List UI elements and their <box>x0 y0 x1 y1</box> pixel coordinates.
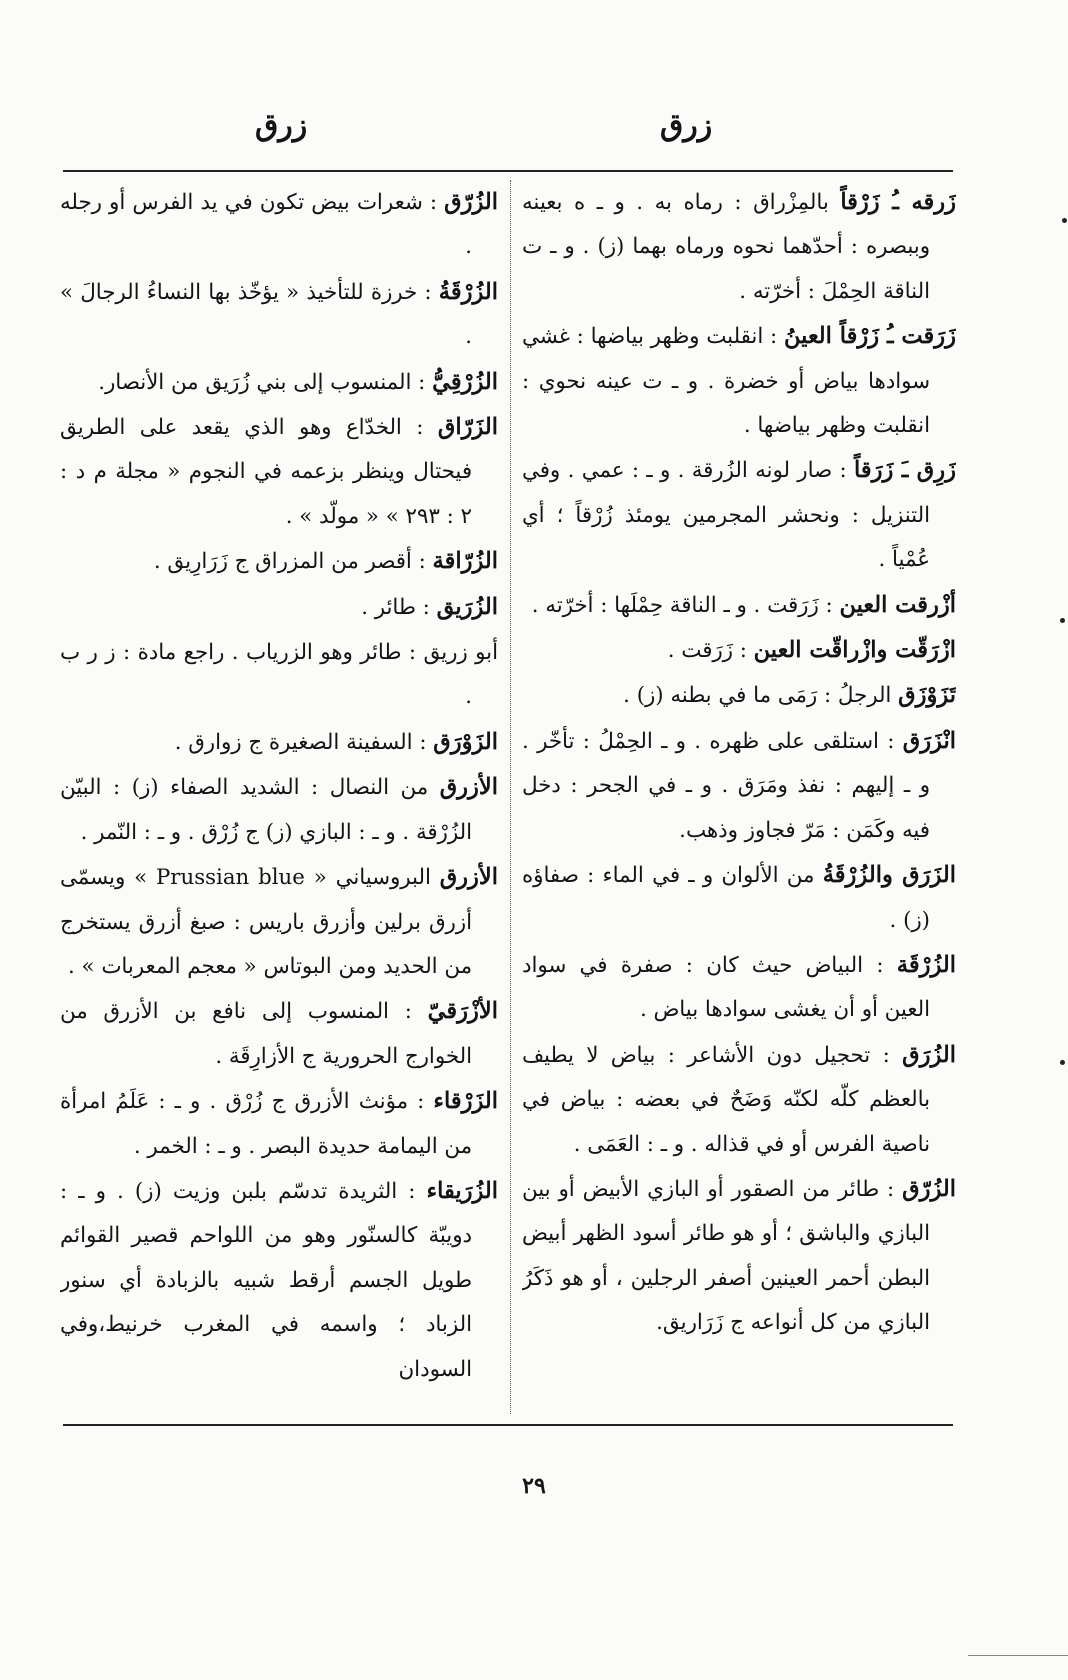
entry-headword: الزُرْقِيُّ <box>432 368 498 395</box>
scan-speck <box>1062 218 1067 223</box>
entry-headword: ازْرَقّت وازْراقّت العين <box>753 637 956 664</box>
left-column <box>60 180 498 1416</box>
entry-headword: الزَوْرَق <box>433 728 498 755</box>
page-header <box>0 108 1068 158</box>
entry-definition: : الخدّاع وهو الذي يقعد على الطريق فيحتال وينظر بزعمه في النجوم « مجلة م د : ٢ : ٢٩٣ » « مولّد » . <box>60 415 472 529</box>
dictionary-entry <box>522 583 956 628</box>
entry-headword: الأزرق <box>439 864 498 891</box>
dictionary-entry <box>60 585 498 630</box>
right-column <box>522 180 956 1416</box>
dictionary-entry <box>522 1033 956 1167</box>
dictionary-entry <box>60 630 498 720</box>
top-rule <box>63 170 953 172</box>
scan-speck <box>1060 618 1065 623</box>
entry-headword: الزُرّق <box>902 1175 956 1202</box>
entry-definition: : البياض حيث كان : صفرة في سواد العين أو أن يغشى سوادها بياض . <box>522 952 930 1023</box>
header-root-right: زرق <box>660 108 713 143</box>
entry-headword: زَرَقت ـُ زَرْقاً العينُ <box>784 323 956 350</box>
entry-headword: تَزَوْزَق <box>898 682 956 709</box>
entry-headword: الزُرَق <box>902 1041 956 1068</box>
page-number: ٢٩ <box>522 1473 546 1499</box>
entry-definition: : صار لونه الزُرقة . و ـ : عمي . وفي التنزيل : ونحشر المجرمين يومئذ زُرْقاً ؛ أي عُمْياً . <box>522 458 930 573</box>
dictionary-entry <box>60 270 498 360</box>
bottom-rule <box>63 1424 953 1426</box>
entry-headword: أزْرقت العين <box>839 591 956 618</box>
dictionary-entry <box>60 180 498 270</box>
dictionary-entry <box>522 180 956 314</box>
dictionary-entry <box>60 360 498 405</box>
entry-definition: : زَرَقت . <box>667 638 754 664</box>
entry-headword: الزُرْقَةُ <box>438 278 498 305</box>
entry-definition: : أقصر من المزراق ج زَرَارِيق . <box>153 549 433 575</box>
dictionary-entry <box>522 673 956 718</box>
dictionary-entry <box>60 405 498 539</box>
scan-speck <box>1060 1060 1065 1065</box>
dictionary-entry <box>60 1079 498 1169</box>
dictionary-entry <box>522 719 956 853</box>
dictionary-entry <box>522 1167 956 1346</box>
dictionary-entry <box>60 855 498 989</box>
column-divider <box>510 180 511 1414</box>
entry-definition: من الألوان و ـ في الماء : صفاؤه (ز) . <box>522 863 930 933</box>
entry-headword: زَرقه ـُ زَرْقاً <box>840 189 956 215</box>
entry-headword: الزَرَق والزُرْقَةُ <box>822 862 956 889</box>
entry-headword: الزُرّق <box>444 189 498 215</box>
entry-headword: انْزَرَق <box>902 727 956 754</box>
entry-definition: : استلقى على ظهره . و ـ الحِمْلُ : تأخّر . و ـ إليهم : نفذ ومَرَق . و ـ في الجحر : دخل فيه وكَمَن : مَرّ فجاوز وذهب. <box>522 728 930 843</box>
dictionary-entry <box>60 989 498 1079</box>
entry-definition: من النصال : الشديد الصفاء (ز) : البيّن الزُرْقة . و ـ : البازي (ز) ج زُرْق . و ـ : النّمر . <box>60 775 472 845</box>
entry-headword: الزُرّاقة <box>432 548 498 575</box>
entry-definition: : المنسوب إلى نافع بن الأزرق من الخوارج الحرورية ج الأزارِقَة . <box>60 999 472 1069</box>
entry-definition: الرجلُ : رَمَى ما في بطنه (ز) . <box>623 683 899 709</box>
dictionary-entry <box>522 853 956 943</box>
entry-headword: الزَرّاق <box>437 414 498 441</box>
entry-headword: الأزرق <box>439 774 498 801</box>
entry-definition: البروسياني « Prussian blue » ويسمّى أزرق برلين وأزرق باريس : صبغ أزرق يستخرج من الحديد ومن البوتاس « معجم المعربات » . <box>60 865 472 979</box>
entry-headword: الزُرْقَة <box>896 951 956 978</box>
entry-definition: : تحجيل دون الأشاعر : بياض لا يطيف بالعظم كلّه لكنّه وَضَحٌ في بعضه : بياض في ناصية الفرس أو في قذاله . و ـ : العَمَى . <box>522 1042 930 1157</box>
dictionary-entry <box>522 628 956 673</box>
entry-headword: الأزْرَقيّ <box>427 998 498 1025</box>
scan-edge-line <box>968 1655 1068 1656</box>
entry-definition: : طائر . <box>361 594 437 620</box>
entry-definition: : طائر من الصقور أو البازي الأبيض أو بين البازي والباشق ؛ أو هو طائر أسود الظهر أبيض البطن أحمر العينين أصفر الرجلين ، أو هو ذَكَرُ البازي من كل أنواعه ج زَرَاريق. <box>522 1176 930 1336</box>
entry-headword: الزُرَيق <box>436 593 498 620</box>
entry-definition: : انقلبت وظهر بياضها : غشي سوادها بياض أو خضرة . و ـ ت عينه نحوي : انقلبت وظهر بياضها . <box>522 324 930 439</box>
dictionary-entry <box>60 1169 498 1392</box>
entry-headword: الزُرَيقاء <box>426 1177 498 1204</box>
header-root-left: زرق <box>255 108 308 143</box>
entry-headword: زَرِق ـَ زَرَقاً <box>854 457 956 484</box>
dictionary-entry <box>522 314 956 448</box>
dictionary-entry <box>60 765 498 855</box>
entry-definition: بالمِزْراق : رماه به . و ـ ه بعينه وببصره : أحدّهما نحوه ورماه بهما (ز) . و ـ ت الناقة الحِمْلَ : أخرّته . <box>522 190 930 304</box>
entry-definition: : السفينة الصغيرة ج زوارق . <box>174 729 434 755</box>
entry-definition: : خرزة للتأخيذ « يؤخّذ بها النساءُ الرجالَ » . <box>60 279 472 350</box>
dictionary-entry <box>522 943 956 1033</box>
entry-definition: : الثريدة تدسّم بلبن وزيت (ز) . و ـ : دويبّة كالسنّور وهو من اللواحم قصير القوائم طويل الجسم أرقط شبيه بالزبادة أي سنور الزباد ؛ واسمه في المغرب خرنيط،وفي السودان <box>60 1178 472 1382</box>
dictionary-entry <box>522 448 956 582</box>
entry-definition: : المنسوب إلى بني زُرَيق من الأنصار. <box>98 369 433 395</box>
entry-definition: : مؤنث الأزرق ج زُرْق . و ـ : عَلَمُ امرأة من اليمامة حديدة البصر . و ـ : الخمر . <box>60 1089 472 1159</box>
entry-definition: : زَرَقت . و ـ الناقة حِمْلَها : أخرّته . <box>531 592 840 618</box>
dictionary-entry <box>60 539 498 584</box>
dictionary-entry <box>60 720 498 765</box>
entry-headword: الزَرْقاء <box>433 1088 498 1115</box>
entry-definition: أبو زريق : طائر وهو الزرياب . راجع مادة : ز ر ب . <box>60 640 498 710</box>
entry-definition: : شعرات بيض تكون في يد الفرس أو رجله . <box>60 190 472 260</box>
